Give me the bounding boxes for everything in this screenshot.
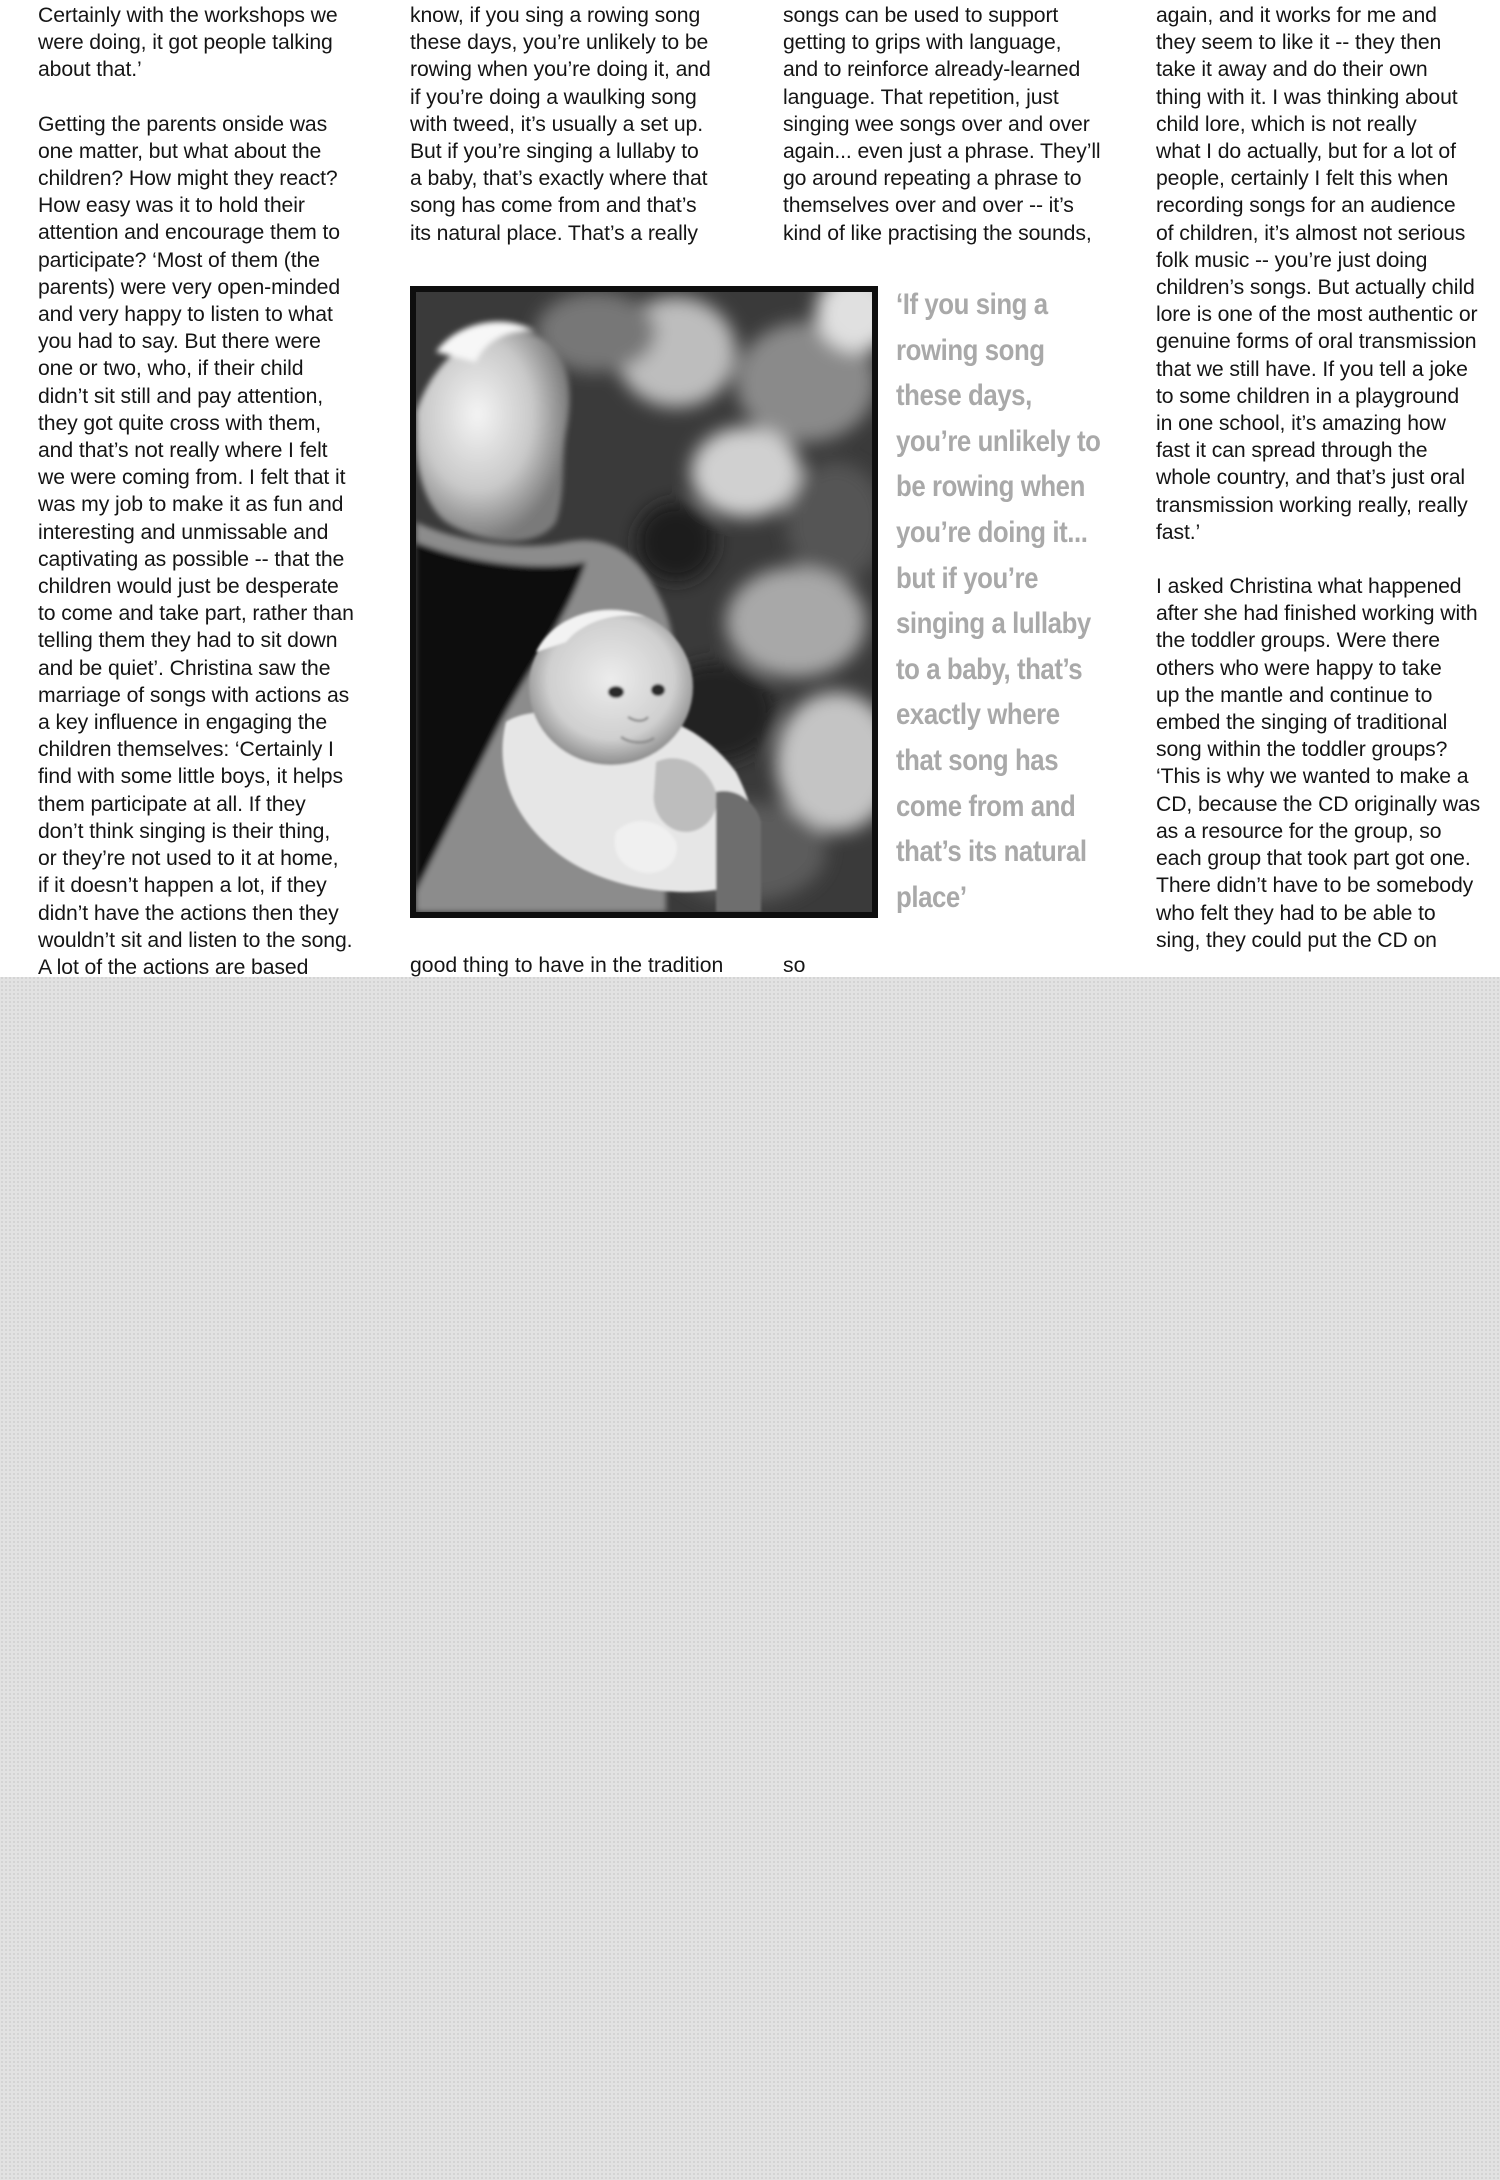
text-line: were doing, it got people talking: [38, 31, 333, 55]
column-2-continuation-line: good thing to have in the tradition: [410, 954, 724, 977]
text-line: getting to grips with language,: [783, 31, 1062, 55]
text-line: one or two, who, if their child: [38, 357, 304, 381]
text-line: lore is one of the most authentic or: [1156, 303, 1478, 327]
text-line: you had to say. But there were: [38, 330, 321, 354]
text-line: marriage of songs with actions as: [38, 683, 350, 707]
photo-frame: [410, 286, 878, 918]
pull-quote-line: you’re doing it...: [896, 515, 1088, 549]
text-line: them participate at all. If they: [38, 792, 306, 816]
text-line: again... even just a phrase. They’ll: [783, 140, 1101, 164]
paragraph: [783, 2, 1123, 247]
man-holding-baby-photo: [416, 292, 872, 912]
text-line: kind of like practising the sounds,: [783, 221, 1092, 245]
pull-quote-line: come from and: [896, 789, 1076, 823]
text-line: one matter, but what about the: [38, 139, 322, 163]
text-line: was my job to make it as fun and: [38, 493, 344, 517]
text-line: children’s songs. But actually child: [1156, 276, 1475, 300]
text-line: A lot of the actions are based: [38, 955, 309, 977]
pull-quote-line: that’s its natural: [896, 835, 1087, 869]
text-line: Certainly with the workshops we: [38, 4, 338, 27]
text-line: to come and take part, rather than: [38, 602, 354, 626]
text-line: attention and encourage them to: [38, 221, 340, 245]
pull-quote-line: you’re unlikely to: [896, 424, 1101, 458]
text-line: child lore, which is not really: [1156, 112, 1417, 136]
pull-quote-line: singing a lullaby: [896, 607, 1091, 641]
text-line: others who were happy to take: [1156, 656, 1442, 680]
text-line: rowing when you’re doing it, and: [410, 58, 711, 82]
text-line: genuine forms of oral transmission: [1156, 330, 1477, 354]
text-line: song has come from and that’s: [410, 194, 697, 218]
paragraph: [1156, 2, 1496, 546]
text-line: themselves over and over -- it’s: [783, 194, 1074, 218]
text-line: language. That repetition, just: [783, 85, 1059, 109]
text-line: ‘This is why we wanted to make a: [1156, 765, 1469, 789]
text-line: interesting and unmissable and: [38, 520, 329, 544]
pull-quote-line: rowing song: [896, 333, 1045, 367]
text-line: take it away and do their own: [1156, 58, 1428, 82]
text-line: fast.’: [1156, 520, 1201, 544]
text-line: There didn’t have to be somebody: [1156, 874, 1474, 898]
pull-quote-line: exactly where: [896, 698, 1060, 732]
pull-quote-line: that song has: [896, 743, 1059, 777]
text-line: whole country, and that’s just oral: [1156, 466, 1465, 490]
pull-quote-line: ‘If you sing a: [896, 288, 1048, 321]
text-line: children would just be desperate: [38, 575, 339, 599]
pull-quote-line: these days,: [896, 379, 1032, 413]
text-line: in one school, it’s amazing how: [1156, 412, 1446, 436]
text-line: thing with it. I was thinking about: [1156, 85, 1458, 109]
paragraph: [38, 111, 378, 977]
text-line: and very happy to listen to what: [38, 303, 333, 327]
text-line: How easy was it to hold their: [38, 194, 305, 218]
text-line: they got quite cross with them,: [38, 411, 322, 435]
text-line: a key influence in engaging the: [38, 711, 328, 735]
text-line: with tweed, it’s usually a set up.: [410, 112, 703, 136]
text-line: know, if you sing a rowing song: [410, 4, 701, 27]
text-line: go around repeating a phrase to: [783, 167, 1082, 191]
text-line: participate? ‘Most of them (the: [38, 248, 320, 272]
text-line: about that.’: [38, 58, 142, 82]
text-line: children themselves: ‘Certainly I: [38, 738, 334, 762]
text-line: if it doesn’t happen a lot, if they: [38, 874, 327, 898]
text-line: didn’t sit still and pay attention,: [38, 384, 324, 408]
text-line: who felt they had to be able to: [1156, 901, 1436, 925]
text-line: transmission working really, really: [1156, 493, 1468, 517]
text-line: these days, you’re unlikely to be: [410, 31, 709, 55]
text-line: after she had finished working with: [1156, 602, 1478, 626]
pull-quote-line: be rowing when: [896, 470, 1085, 504]
pull-quote-line: but if you’re: [896, 561, 1039, 595]
article-column-3: [783, 2, 1123, 247]
text-line: they seem to like it -- they then: [1156, 31, 1442, 55]
text-line: children? How might they react?: [38, 167, 338, 191]
text-line: captivating as possible -- that the: [38, 547, 345, 571]
text-line: wouldn’t sit and listen to the song.: [38, 928, 353, 952]
paragraph: [38, 2, 378, 84]
text-line: what I do actually, but for a lot of: [1156, 140, 1456, 164]
text-line: a baby, that’s exactly where that: [410, 167, 708, 191]
text-line: embed the singing of traditional: [1156, 711, 1448, 735]
text-line: that we still have. If you tell a joke: [1156, 357, 1468, 381]
text-line: telling them they had to sit down: [38, 629, 338, 653]
text-line: again, and it works for me and: [1156, 4, 1437, 27]
text-line: don’t think singing is their thing,: [38, 819, 331, 843]
text-line: fast it can spread through the: [1156, 439, 1428, 463]
text-line: CD, because the CD originally was: [1156, 792, 1481, 816]
text-line: singing wee songs over and over: [783, 112, 1090, 136]
pull-quote-line: place’: [896, 880, 967, 914]
magazine-page: [0, 0, 1500, 977]
text-line: or they’re not used to it at home,: [38, 847, 339, 871]
text-line: and to reinforce already-learned: [783, 58, 1081, 82]
text-line: recording songs for an audience: [1156, 194, 1456, 218]
text-line: I asked Christina what happened: [1156, 575, 1462, 599]
text-line: But if you’re singing a lullaby to: [410, 140, 699, 164]
text-line: sing, they could put the CD on: [1156, 928, 1437, 952]
text-line: of children, it’s almost not serious: [1156, 221, 1466, 245]
text-line: parents) were very open-minded: [38, 275, 341, 299]
paragraph: [1156, 573, 1496, 954]
text-line: and be quiet’. Christina saw the: [38, 656, 331, 680]
text-line: the toddler groups. Were there: [1156, 629, 1440, 653]
text-line: each group that took part got one.: [1156, 847, 1471, 871]
text-line: we were coming from. I felt that it: [38, 466, 346, 490]
article-column-4: [1156, 2, 1496, 954]
paragraph: [410, 2, 750, 247]
text-line: Getting the parents onside was: [38, 112, 328, 136]
text-line: didn’t have the actions then they: [38, 901, 339, 925]
text-line: if you’re doing a waulking song: [410, 85, 697, 109]
column-3-continuation-line: so: [783, 954, 806, 977]
text-line: people, certainly I felt this when: [1156, 167, 1449, 191]
text-line: and that’s not really where I felt: [38, 439, 328, 463]
text-line: song within the toddler groups?: [1156, 738, 1448, 762]
text-line: songs can be used to support: [783, 4, 1059, 27]
pull-quote: [896, 282, 1102, 920]
pull-quote-line: to a baby, that’s: [896, 652, 1083, 686]
text-line: find with some little boys, it helps: [38, 765, 343, 789]
text-line: to some children in a playground: [1156, 384, 1460, 408]
text-line: its natural place. That’s a really: [410, 221, 698, 245]
text-line: folk music -- you’re just doing: [1156, 248, 1428, 272]
article-column-2: [410, 2, 750, 247]
text-line: as a resource for the group, so: [1156, 819, 1442, 843]
article-column-1: [38, 2, 378, 977]
text-line: up the mantle and continue to: [1156, 683, 1433, 707]
